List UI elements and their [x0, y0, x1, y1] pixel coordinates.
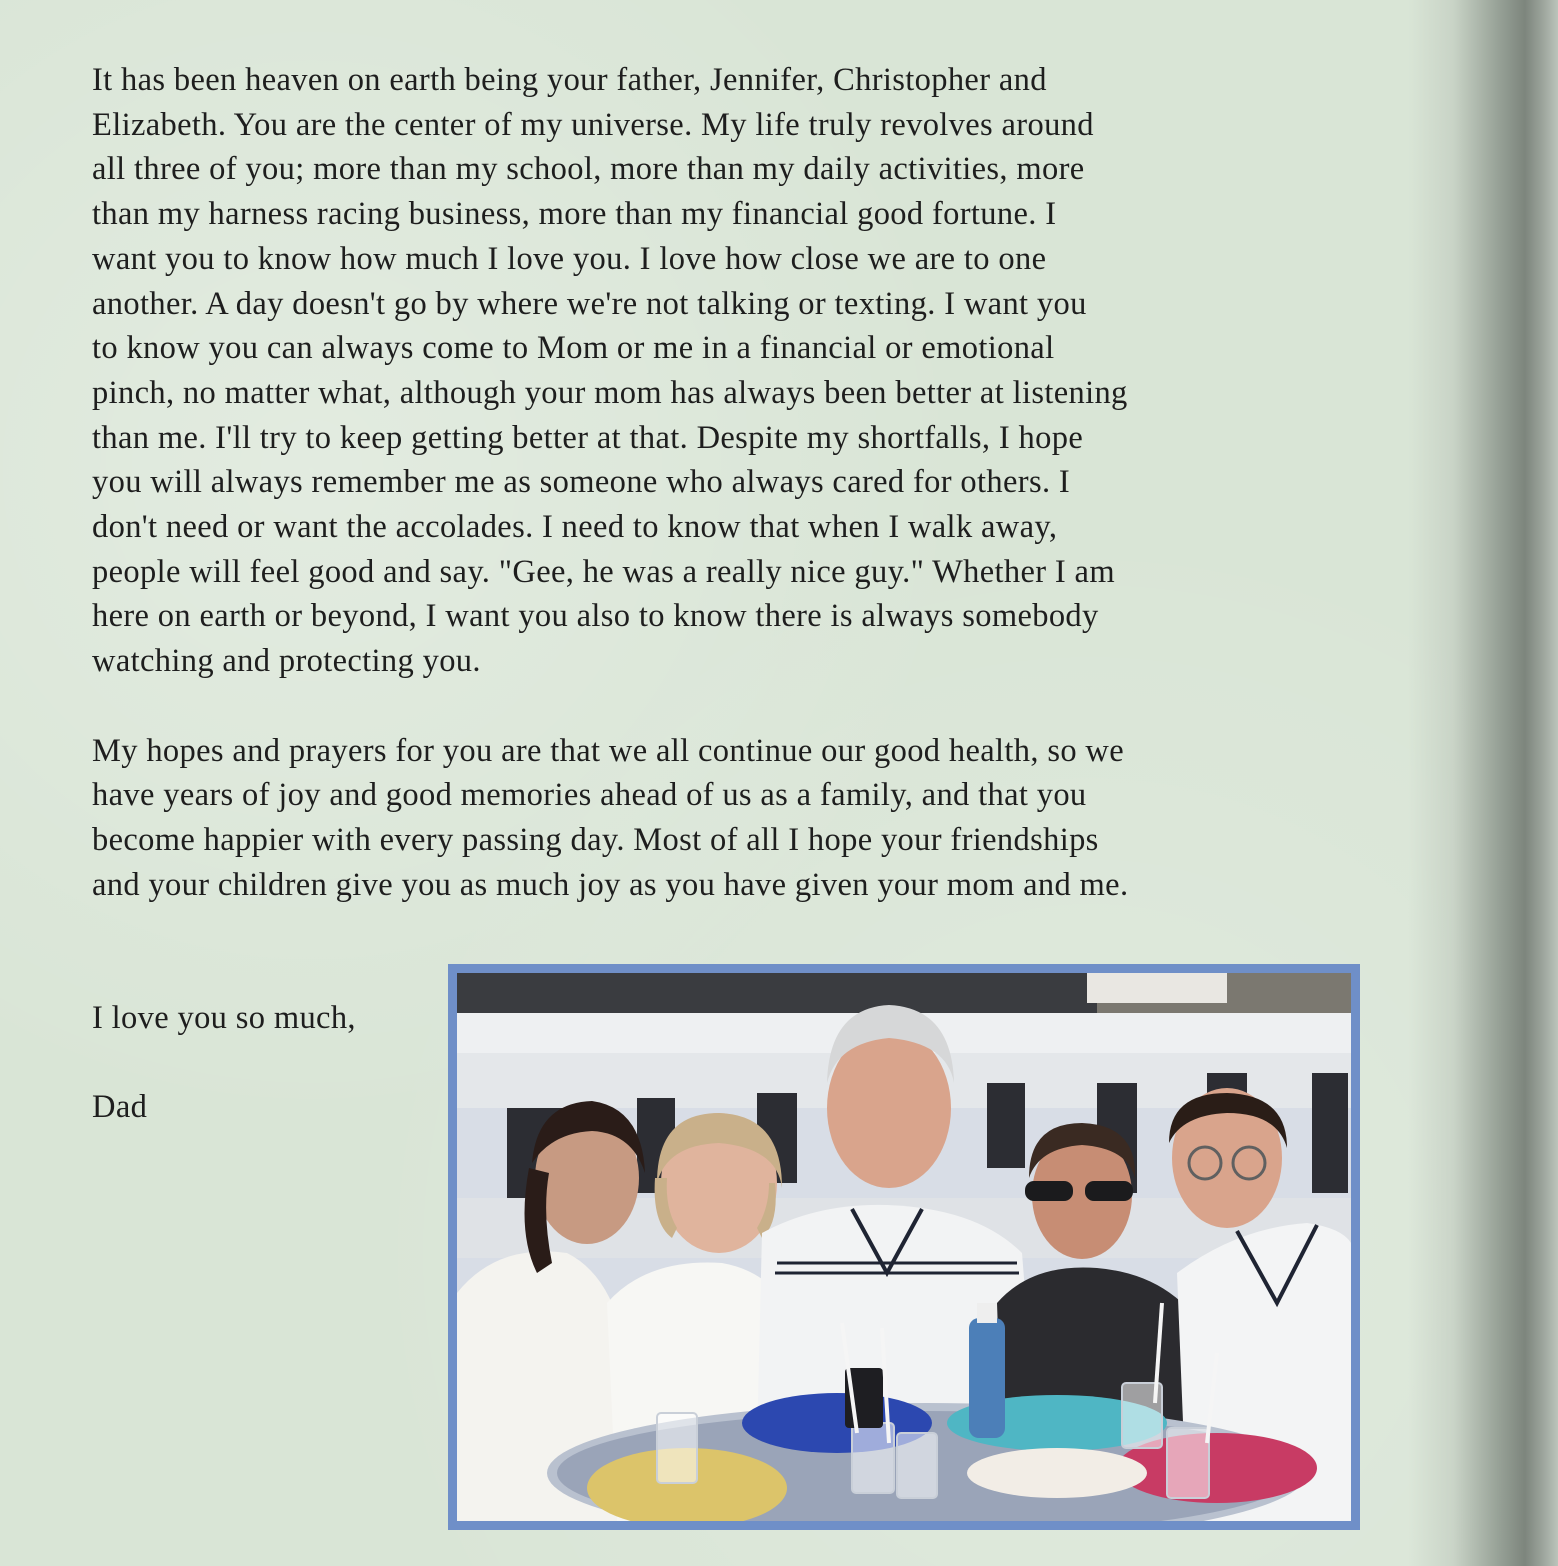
family-photo-illustration: [457, 973, 1351, 1521]
family-photo-frame: [448, 964, 1360, 1530]
letter-signature: Dad: [92, 1089, 148, 1125]
family-photo: [457, 973, 1351, 1521]
letter-paragraph-1: It has been heaven on earth being your father, Jennifer, Christopher and Elizabeth. You are the center of my universe. My life truly revolves around all three of you; more than my school, more than my daily activities, more than my harness racing business, more than my financial good fortune. I want you to know how much I love you. I love how close we are to one another. A day doesn't go by where we're not talking or texting. I want you to know you can always come to Mom or me in a financial or emotional pinch, no matter what, although your mom has always been better at listening than me. I'll try to keep getting better at that. Despite my shortfalls, I hope you will always remember me as someone who always cared for others. I don't need or want the accolades. I need to know that when I walk away, people will feel good and say. "Gee, he was a really nice guy." Whether I am here on earth or beyond, I want you also to know there is always somebody watching and protecting you.: [92, 62, 1128, 680]
letter-paragraph-2: My hopes and prayers for you are that we all continue our good health, so we have years of joy and good memories ahead of us as a family, and that you become happier with every passing day. Most of all I hope your friendships and your children give you as much joy as you have given your mom and me.: [92, 732, 1129, 903]
page-edge-shadow: [1408, 0, 1558, 1566]
letter-body: [92, 58, 1242, 952]
letter-closing: I love you so much,: [92, 1000, 356, 1036]
